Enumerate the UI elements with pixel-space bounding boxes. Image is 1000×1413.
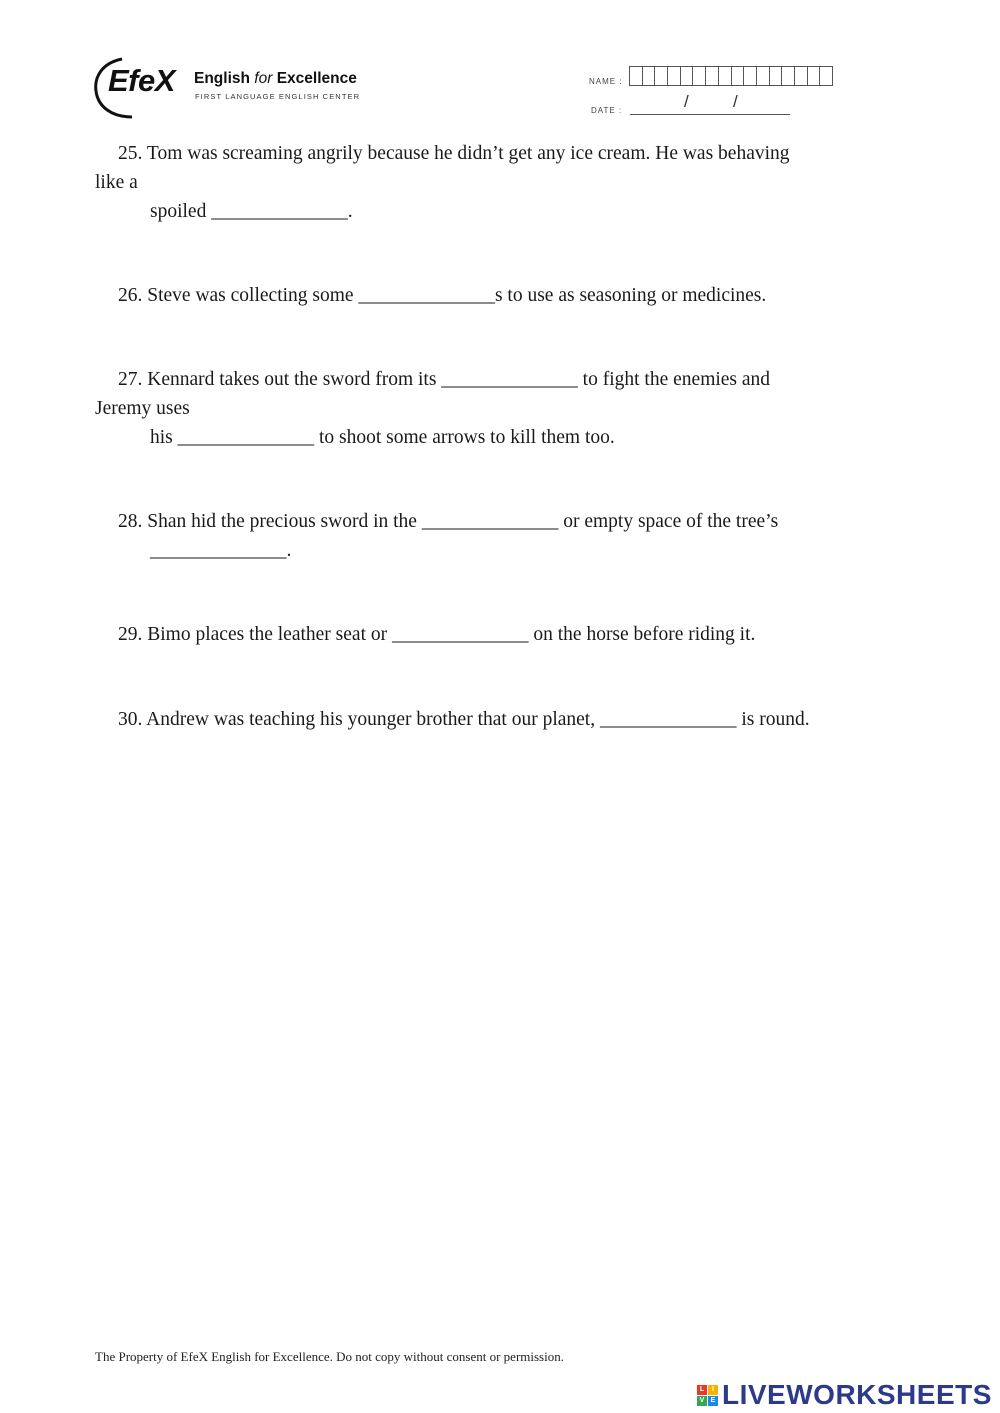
- logo-tile: E: [708, 1396, 718, 1406]
- name-char-box[interactable]: [718, 66, 732, 86]
- name-char-box[interactable]: [769, 66, 783, 86]
- logo-tile: I: [708, 1385, 718, 1395]
- date-separator: /: [733, 92, 738, 111]
- efex-logo: [92, 55, 382, 121]
- logo-tile: V: [697, 1396, 707, 1406]
- question-27-line-3: his ______________ to shoot some arrows to kill them too.: [150, 427, 615, 448]
- question-27-line-1: 27. Kennard takes out the sword from its ______________ to fight the enemies and: [118, 369, 771, 390]
- question-26-line-1: 26. Steve was collecting some ______________s to use as seasoning or medicines.: [118, 285, 767, 306]
- name-char-box[interactable]: [807, 66, 821, 86]
- name-char-box[interactable]: [680, 66, 694, 86]
- name-char-box[interactable]: [781, 66, 795, 86]
- logo-title-for: for: [254, 70, 273, 87]
- question-25-line-3: spoiled ______________.: [150, 201, 353, 222]
- logo-title: [194, 70, 357, 88]
- question-29-line-1: 29. Bimo places the leather seat or ______________ on the horse before riding it.: [118, 624, 756, 645]
- name-char-box[interactable]: [642, 66, 656, 86]
- question-28-line-1: 28. Shan hid the precious sword in the ______________ or empty space of the tree’s: [118, 511, 779, 532]
- question-27-line-2: Jeremy uses: [95, 398, 190, 419]
- question-28-line-2: ______________.: [150, 540, 292, 561]
- name-char-box[interactable]: [692, 66, 706, 86]
- footer-copyright: The Property of EfeX English for Excellence. Do not copy without consent or permission.: [95, 1349, 564, 1364]
- name-char-box[interactable]: [743, 66, 757, 86]
- question-25-line-1: 25. Tom was screaming angrily because he didn’t get any ice cream. He was behaving: [118, 143, 790, 164]
- logo-mark: EfeX: [108, 63, 175, 98]
- question-25-line-2: like a: [95, 172, 138, 193]
- date-separator: /: [684, 92, 689, 111]
- date-field[interactable]: [630, 114, 790, 115]
- name-char-box[interactable]: [654, 66, 668, 86]
- date-label: DATE :: [591, 106, 623, 115]
- name-char-box[interactable]: [667, 66, 681, 86]
- name-char-box[interactable]: [705, 66, 719, 86]
- logo-title-english: English: [194, 70, 250, 87]
- liveworksheets-logo-icon: [697, 1385, 718, 1406]
- name-char-box[interactable]: [756, 66, 770, 86]
- name-char-box[interactable]: [731, 66, 745, 86]
- logo-subtitle: FIRST LANGUAGE ENGLISH CENTER: [195, 92, 361, 101]
- name-char-box[interactable]: [794, 66, 808, 86]
- logo-tile: L: [697, 1385, 707, 1395]
- name-label: NAME :: [589, 77, 623, 86]
- question-30-line-1: 30. Andrew was teaching his younger brother that our planet, ______________ is round.: [118, 709, 810, 730]
- logo-title-excellence: Excellence: [276, 70, 357, 87]
- name-field[interactable]: [630, 66, 833, 86]
- name-char-box[interactable]: [629, 66, 643, 86]
- liveworksheets-wordmark: LIVEWORKSHEETS: [722, 1379, 992, 1410]
- liveworksheets-brand[interactable]: [697, 1379, 992, 1411]
- name-char-box[interactable]: [819, 66, 833, 86]
